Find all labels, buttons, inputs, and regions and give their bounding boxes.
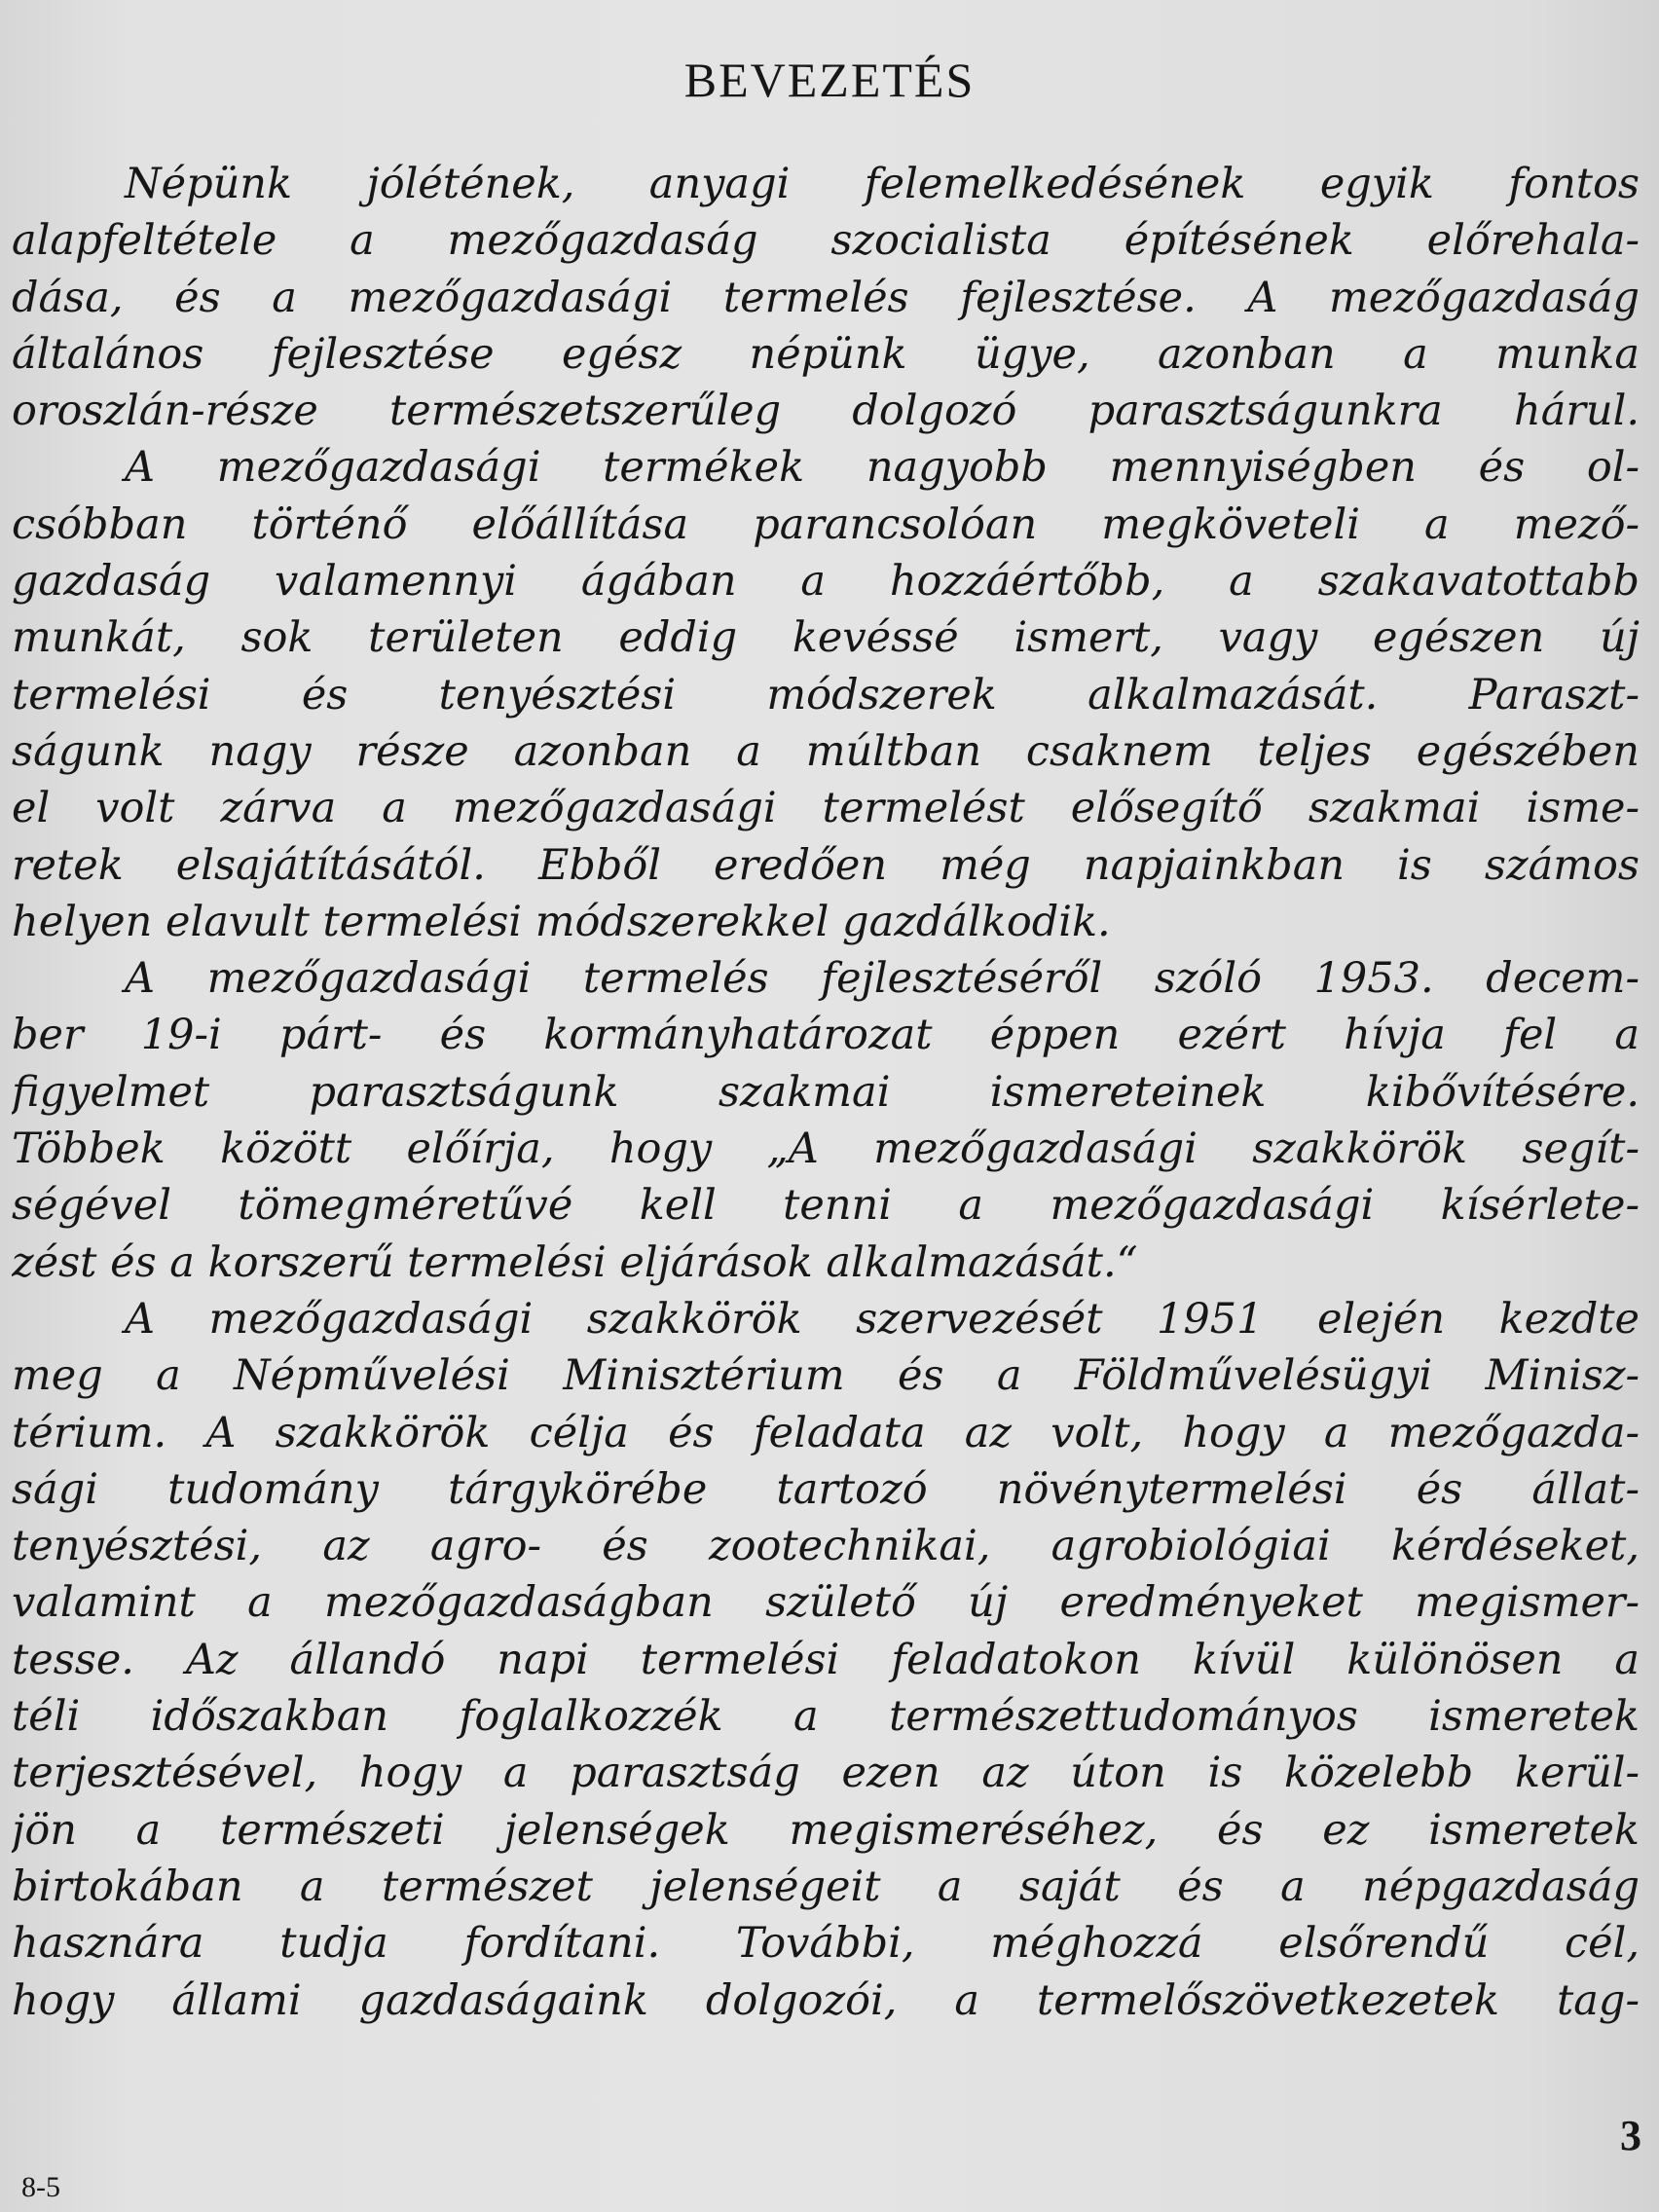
text-line: A mezőgazdasági szakkörök szervezését 1951 elején kezdte <box>125 1294 1640 1344</box>
text-line: Népünk jólétének, anyagi felemelkedésének egyik fontos <box>125 160 1640 208</box>
text-line: meg a Népművelési Minisztérium és a Földművelésügyi Minisz- <box>12 1351 1640 1401</box>
text-line: hogy állami gazdaságaink dolgozói, a termelőszövetkezetek tag- <box>12 1975 1640 2025</box>
text-line: A mezőgazdasági termelés fejlesztéséről szóló 1953. decem- <box>125 954 1640 1004</box>
body-text <box>12 156 1640 2029</box>
text-line: térium. A szakkörök célja és feladata az volt, hogy a mezőgazda- <box>12 1408 1640 1457</box>
text-line: tenyésztési, az agro- és zootechnikai, agrobiológiai kérdéseket, <box>12 1522 1640 1571</box>
text-line: figyelmet parasztságunk szakmai ismereteinek kibővítésére. <box>12 1067 1640 1117</box>
text-line: birtokában a természet jelenségeit a saját és a népgazdaság <box>12 1862 1640 1911</box>
text-line: téli időszakban foglalkozzék a természettudományos ismeretek <box>12 1692 1640 1742</box>
text-line: jön a természeti jelenségek megismeréséhez, és ez ismeretek <box>12 1805 1640 1855</box>
text-line: dása, és a mezőgazdasági termelés fejlesztése. A mezőgazdaság <box>12 273 1640 322</box>
text-line: munkát, sok területen eddig kevéssé ismert, vagy egészen új <box>12 613 1640 663</box>
text-line: zést és a korszerű termelési eljárások alkalmazását.“ <box>12 1237 1138 1287</box>
text-line: csóbban történő előállítása parancsolóan megköveteli a mező- <box>12 499 1640 549</box>
text-line: ségével tömegméretűvé kell tenni a mezőgazdasági kísérlete- <box>12 1181 1640 1231</box>
text-line: el volt zárva a mezőgazdasági termelést elősegítő szakmai isme- <box>12 784 1640 833</box>
chapter-title: BEVEZETÉS <box>683 53 976 107</box>
text-line: ságunk nagy része azonban a múltban csaknem teljes egészében <box>12 726 1640 776</box>
text-line: sági tudomány tárgykörébe tartozó növénytermelési és állat- <box>12 1464 1640 1514</box>
text-line: helyen elavult termelési módszerekkel gazdálkodik. <box>12 897 1111 946</box>
text-line: valamint a mezőgazdaságban születő új eredményeket megismer- <box>12 1578 1640 1628</box>
text-line: gazdaság valamennyi ágában a hozzáértőbb, a szakavatottabb <box>12 557 1640 607</box>
text-line: általános fejlesztése egész népünk ügye, azonban a munka <box>12 329 1640 379</box>
text-line: termelési és tenyésztési módszerek alkalmazását. Paraszt- <box>12 670 1640 719</box>
text-line: alapfeltétele a mezőgazdaság szocialista építésének előrehala- <box>12 216 1640 266</box>
text-line: hasznára tudja fordítani. További, méghozzá elsőrendű cél, <box>12 1919 1640 1969</box>
text-line: ber 19-i párt- és kormányhatározat éppen ezért hívja fel a <box>12 1011 1640 1060</box>
page-number: 3 <box>1620 2112 1641 2159</box>
text-line: terjesztésével, hogy a parasztság ezen az úton is közelebb kerül- <box>12 1749 1640 1798</box>
signature-mark: 8-5 <box>21 2171 60 2203</box>
text-line: Többek között előírja, hogy „A mezőgazdasági szakkörök segít- <box>12 1124 1640 1174</box>
text-line: retek elsajátításától. Ebből eredően még napjainkban is számos <box>12 840 1640 890</box>
text-line: A mezőgazdasági termékek nagyobb mennyiségben és ol- <box>125 443 1640 493</box>
text-line: oroszlán-része természetszerűleg dolgozó parasztságunkra hárul. <box>12 387 1640 436</box>
text-line: tesse. Az állandó napi termelési feladatokon kívül különösen a <box>12 1635 1640 1684</box>
